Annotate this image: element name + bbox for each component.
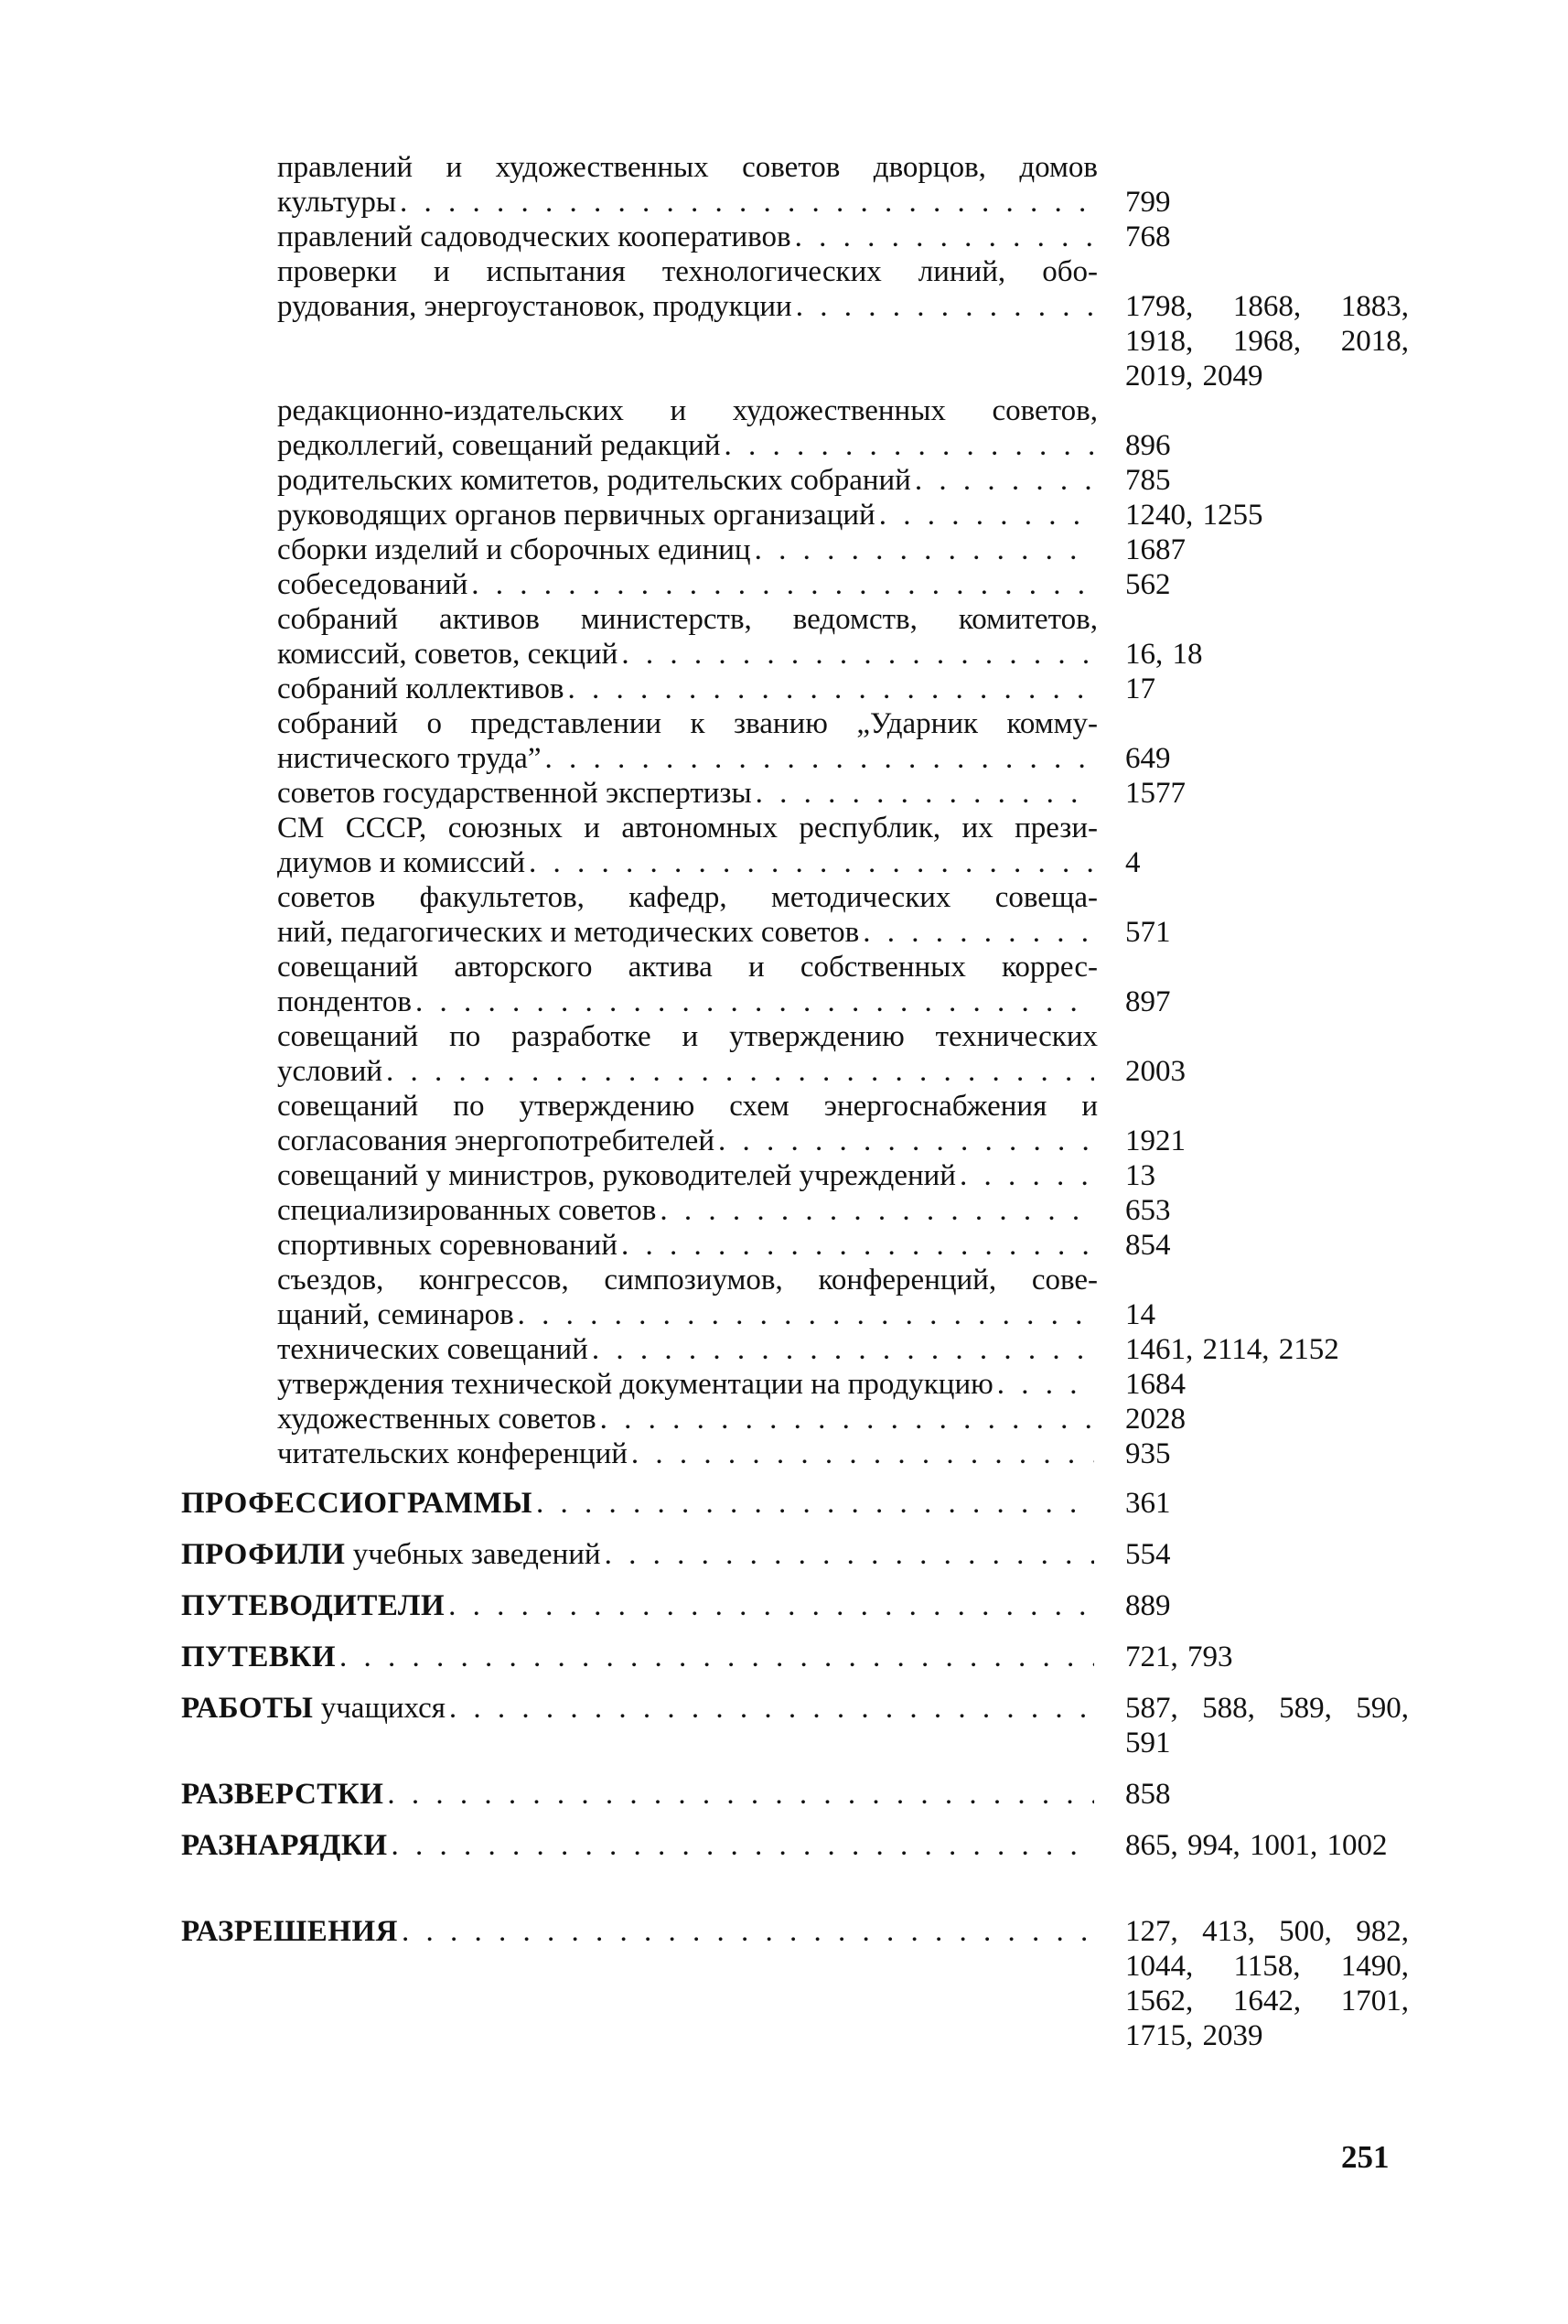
dot-leader bbox=[631, 1436, 1094, 1471]
dot-leader bbox=[386, 1054, 1094, 1089]
entry-text: родительских комитетов, родительских собраний bbox=[277, 464, 911, 497]
index-subentry bbox=[277, 706, 1098, 776]
entry-text: собраний о представлении к званию „Ударник комму- bbox=[277, 707, 1098, 740]
dot-leader bbox=[621, 637, 1094, 672]
dot-leader bbox=[863, 915, 1094, 950]
page-references: 897 bbox=[1125, 985, 1171, 1018]
index-subentry bbox=[277, 533, 1098, 567]
index-subentry bbox=[277, 602, 1098, 672]
entry-text: специализированных советов bbox=[277, 1194, 657, 1227]
headword-term: РАБОТЫ bbox=[181, 1692, 314, 1725]
entry-text: проверки и испытания технологических линий, обо- bbox=[277, 255, 1098, 288]
headword-qualifier: учащихся bbox=[313, 1692, 446, 1725]
headword-term: РАЗРЕШЕНИЯ bbox=[181, 1915, 398, 1948]
dot-leader bbox=[795, 220, 1094, 254]
dot-leader bbox=[402, 1914, 1094, 1949]
entry-text: читательских конференций bbox=[277, 1437, 628, 1470]
page-references: 587, 588, 589, 590, 591 bbox=[1125, 1692, 1409, 1759]
dot-leader bbox=[660, 1193, 1094, 1228]
page-references: 1687 bbox=[1125, 533, 1186, 566]
entry-text: совещаний авторского актива и собственных коррес- bbox=[277, 951, 1098, 984]
index-subentry bbox=[277, 1193, 1098, 1228]
dot-leader bbox=[605, 1537, 1094, 1572]
index-subentry bbox=[277, 1228, 1098, 1263]
headword-entry bbox=[181, 1486, 1098, 1521]
index-subentry bbox=[277, 776, 1098, 811]
headword-term: ПУТЕВКИ bbox=[181, 1641, 337, 1673]
headword-qualifier: учебных заведений bbox=[345, 1538, 601, 1571]
page-references: 14 bbox=[1125, 1298, 1155, 1331]
dot-leader bbox=[725, 428, 1095, 463]
dot-leader bbox=[796, 289, 1094, 324]
dot-leader bbox=[392, 1828, 1094, 1863]
entry-text: правлений садоводческих кооперативов bbox=[277, 221, 791, 253]
dot-leader bbox=[449, 1691, 1094, 1726]
page-references: 554 bbox=[1125, 1538, 1171, 1571]
index-subentry bbox=[277, 1158, 1098, 1193]
entry-text: собеседований bbox=[277, 568, 468, 601]
entry-text: спортивных соревнований bbox=[277, 1229, 618, 1262]
dot-leader bbox=[518, 1297, 1094, 1332]
headword-term: ПРОФИЛИ bbox=[181, 1538, 346, 1571]
headword-entry bbox=[181, 1828, 1098, 1863]
entry-text: технических совещаний bbox=[277, 1333, 588, 1366]
page-references: 1240, 1255 bbox=[1125, 499, 1263, 532]
entry-text: щаний, семинаров bbox=[277, 1298, 514, 1331]
page-references: 721, 793 bbox=[1125, 1641, 1233, 1673]
entry-text: съездов, конгрессов, симпозиумов, конференций, сове- bbox=[277, 1264, 1098, 1296]
index-subentry bbox=[277, 463, 1098, 498]
entry-text: советов государственной экспертизы bbox=[277, 777, 752, 810]
page-references: 858 bbox=[1125, 1778, 1171, 1811]
headword-entry bbox=[181, 1640, 1098, 1674]
dot-leader bbox=[600, 1402, 1094, 1436]
dot-leader bbox=[960, 1158, 1094, 1193]
dot-leader bbox=[879, 498, 1094, 533]
entry-text: совещаний по утверждению схем энергоснабжения и bbox=[277, 1090, 1098, 1123]
headword-entry bbox=[181, 1588, 1098, 1623]
page-references: 4 bbox=[1125, 846, 1141, 879]
entry-text: советов факультетов, кафедр, методических совеща- bbox=[277, 881, 1098, 914]
entry-text: редакционно-издательских и художественных советов, bbox=[277, 394, 1098, 427]
entry-text: утверждения технической документации на продукцию bbox=[277, 1368, 993, 1401]
page-references: 653 bbox=[1125, 1194, 1171, 1227]
dot-leader bbox=[448, 1588, 1094, 1623]
page-references: 785 bbox=[1125, 464, 1171, 497]
page-references: 889 bbox=[1125, 1589, 1171, 1622]
dot-leader bbox=[415, 984, 1094, 1019]
entry-text: совещаний по разработке и утверждению технических bbox=[277, 1020, 1098, 1053]
headword-entry bbox=[181, 1777, 1098, 1812]
dot-leader bbox=[471, 567, 1094, 602]
page-references: 571 bbox=[1125, 916, 1171, 949]
page-references: 1798, 1868, 1883, 1918, 1968, 2018, 2019, 2049 bbox=[1125, 290, 1409, 393]
entry-text: руководящих органов первичных организаций bbox=[277, 499, 875, 532]
index-subentry bbox=[277, 393, 1098, 463]
index-subentry bbox=[277, 567, 1098, 602]
entry-text: пондентов bbox=[277, 985, 412, 1018]
index-subentry bbox=[277, 950, 1098, 1019]
index-subentry bbox=[277, 498, 1098, 533]
headword-term: ПРОФЕССИОГРАММЫ bbox=[181, 1487, 533, 1520]
page-references: 16, 18 bbox=[1125, 638, 1203, 671]
entry-text: комиссий, советов, секций bbox=[277, 638, 618, 671]
index-subentry bbox=[277, 1402, 1098, 1436]
page-references: 127, 413, 500, 982, 1044, 1158, 1490, 1562, 1642, 1701, 1715, 2039 bbox=[1125, 1915, 1409, 2052]
index-subentry bbox=[277, 1263, 1098, 1332]
page-references: 1684 bbox=[1125, 1368, 1186, 1401]
page-number: 251 bbox=[1341, 2139, 1390, 2175]
page-references: 17 bbox=[1125, 672, 1155, 705]
index-subentry bbox=[277, 811, 1098, 880]
headword-entry bbox=[181, 1537, 1098, 1572]
index-subentry bbox=[277, 1019, 1098, 1089]
dot-leader bbox=[621, 1228, 1094, 1263]
dot-leader bbox=[718, 1124, 1094, 1158]
dot-leader bbox=[592, 1332, 1094, 1367]
dot-leader bbox=[567, 672, 1094, 706]
page-references: 799 bbox=[1125, 186, 1171, 219]
entry-text: правлений и художественных советов дворцов, домов bbox=[277, 151, 1098, 184]
index-subentry bbox=[277, 1089, 1098, 1158]
entry-text: художественных советов bbox=[277, 1403, 596, 1436]
page-references: 2028 bbox=[1125, 1403, 1186, 1436]
page-references: 1461, 2114, 2152 bbox=[1125, 1333, 1339, 1366]
dot-leader bbox=[997, 1367, 1094, 1402]
dot-leader bbox=[387, 1777, 1094, 1812]
dot-leader bbox=[755, 533, 1094, 567]
headword-term: РАЗНАРЯДКИ bbox=[181, 1829, 388, 1862]
index-subentry bbox=[277, 220, 1098, 254]
entry-text: нистического труда” bbox=[277, 742, 542, 775]
headword-term: РАЗВЕРСТКИ bbox=[181, 1778, 384, 1811]
headword-entry bbox=[181, 1914, 1098, 1949]
index-subentry bbox=[277, 150, 1098, 220]
page-references: 768 bbox=[1125, 221, 1171, 253]
index-subentry bbox=[277, 1367, 1098, 1402]
entry-text: ний, педагогических и методических советов bbox=[277, 916, 860, 949]
page-references: 935 bbox=[1125, 1437, 1171, 1470]
index-subentry bbox=[277, 1332, 1098, 1367]
dot-leader bbox=[529, 845, 1094, 880]
dot-leader bbox=[536, 1486, 1094, 1521]
index-subentry bbox=[277, 880, 1098, 950]
entry-text: сборки изделий и сборочных единиц bbox=[277, 533, 751, 566]
dot-leader bbox=[544, 741, 1094, 776]
dot-leader bbox=[915, 463, 1094, 498]
page-references: 649 bbox=[1125, 742, 1171, 775]
page-references: 13 bbox=[1125, 1159, 1155, 1192]
entry-text: собраний активов министерств, ведомств, комитетов, bbox=[277, 603, 1098, 636]
page-references: 1921 bbox=[1125, 1124, 1186, 1157]
index-subentry bbox=[277, 1436, 1098, 1471]
entry-text: рудования, энергоустановок, продукции bbox=[277, 290, 792, 323]
entry-text: собраний коллективов bbox=[277, 672, 564, 705]
page-references: 2003 bbox=[1125, 1055, 1186, 1088]
page-references: 361 bbox=[1125, 1487, 1171, 1520]
index-subentry bbox=[277, 672, 1098, 706]
page-references: 1577 bbox=[1125, 777, 1186, 810]
page-references: 854 bbox=[1125, 1229, 1171, 1262]
entry-text: культуры bbox=[277, 186, 397, 219]
entry-text: редколлегий, совещаний редакций bbox=[277, 429, 721, 462]
headword-entry bbox=[181, 1691, 1098, 1726]
page-references: 562 bbox=[1125, 568, 1171, 601]
entry-text: совещаний у министров, руководителей учреждений bbox=[277, 1159, 956, 1192]
entry-text: СМ СССР, союзных и автономных республик, их прези- bbox=[277, 812, 1098, 845]
dot-leader bbox=[400, 185, 1094, 220]
dot-leader bbox=[756, 776, 1094, 811]
page-references: 896 bbox=[1125, 429, 1171, 462]
index-subentry bbox=[277, 254, 1098, 324]
page-references: 865, 994, 1001, 1002 bbox=[1125, 1829, 1388, 1862]
entry-text: условий bbox=[277, 1055, 383, 1088]
dot-leader bbox=[339, 1640, 1094, 1674]
entry-text: диумов и комиссий bbox=[277, 846, 526, 879]
headword-term: ПУТЕВОДИТЕЛИ bbox=[181, 1589, 446, 1622]
entry-text: согласования энергопотребителей bbox=[277, 1124, 714, 1157]
